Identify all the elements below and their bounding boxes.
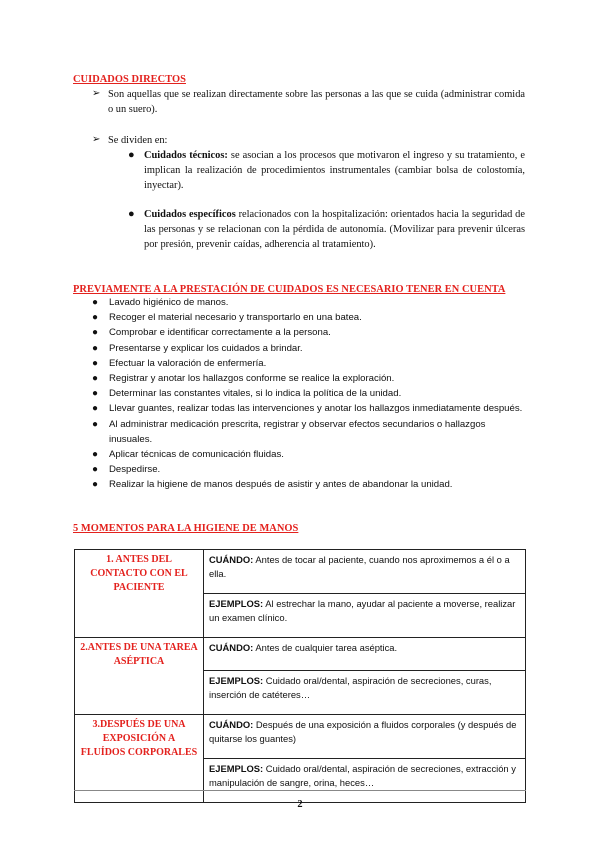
cuando-text: Después de una exposición a fluidos corporales (y después de quitarse los guantes) — [209, 719, 517, 744]
round-bullet-icon: ● — [92, 342, 99, 354]
list-item-text: Comprobar e identificar correctamente a la persona. — [109, 327, 331, 339]
round-bullet-icon: ● — [128, 208, 135, 220]
list-item-text: Llevar guantes, realizar todas las intervenciones y anotar los hallazgos inmediatamente después. — [109, 403, 523, 415]
round-bullet-icon: ● — [92, 297, 99, 308]
table-row — [75, 715, 526, 759]
round-bullet-icon: ● — [92, 463, 99, 475]
list-item-text: Al administrar medicación prescrita, registrar y observar efectos secundarios o hallazgos inusuales. — [109, 418, 486, 445]
ejemplos-label: EJEMPLOS: — [209, 763, 264, 774]
ejemplos-label: EJEMPLOS: — [209, 675, 264, 686]
list-item — [92, 477, 528, 492]
cuando-label: CUÁNDO: — [209, 554, 254, 565]
arrow-bullet-icon: ➢ — [92, 88, 101, 99]
arrow-point-1 — [92, 87, 525, 117]
sub-item-text — [144, 207, 525, 252]
list-item — [92, 356, 528, 371]
list-item — [92, 310, 528, 325]
ejemplos-text: Cuidado oral/dental, aspiración de secreciones, curas, inserción de catéteres… — [209, 675, 492, 700]
sub-item-label: Cuidados específicos — [144, 209, 236, 220]
arrow-bullet-icon: ➢ — [92, 134, 101, 145]
list-item — [92, 417, 528, 447]
cuando-cell — [204, 638, 526, 671]
table-row — [75, 638, 526, 671]
point-text: Se dividen en: — [108, 135, 168, 146]
round-bullet-icon: ● — [92, 327, 99, 339]
round-bullet-icon: ● — [92, 479, 99, 491]
heading-5-momentos: 5 MOMENTOS PARA LA HIGIENE DE MANOS — [73, 523, 299, 534]
list-item — [92, 386, 528, 401]
hand-hygiene-table — [74, 549, 526, 803]
ejemplos-text: Cuidado oral/dental, aspiración de secreciones, extracción y manipulación de sangre, orina, heces… — [209, 763, 516, 788]
page-number: 2 — [297, 799, 303, 810]
round-bullet-icon: ● — [92, 418, 99, 430]
cuando-cell — [204, 715, 526, 759]
cuando-label: CUÁNDO: — [209, 642, 254, 653]
moment-title-text: 2.ANTES DE UNA TAREA ASÉPTICA — [80, 642, 198, 667]
list-item-text: Despedirse. — [109, 463, 161, 475]
list-item — [92, 325, 528, 340]
moment-title — [75, 638, 204, 715]
table-row — [75, 550, 526, 594]
heading-cuidados-directos: CUIDADOS DIRECTOS — [73, 74, 186, 85]
list-item-text: Realizar la higiene de manos después de asistir y antes de abandonar la unidad. — [109, 479, 453, 491]
cuando-cell — [204, 550, 526, 594]
sub-item-body: se asocian a los procesos que motivaron el ingreso y su tratamiento, e implican la realización de procedimientos instrumentales (cambiar bolsa de colostomía, inyectar). — [144, 150, 525, 192]
arrow-point-2 — [92, 133, 525, 148]
round-bullet-icon: ● — [92, 357, 99, 369]
cuando-text: Antes de tocar al paciente, cuando nos aproximemos a él o a ella. — [209, 554, 510, 579]
ejemplos-label: EJEMPLOS: — [209, 598, 264, 609]
list-item — [92, 447, 528, 462]
list-item-text: Lavado higiénico de manos. — [109, 297, 229, 308]
round-bullet-icon: ● — [92, 372, 99, 384]
heading-previamente: PREVIAMENTE A LA PRESTACIÓN DE CUIDADOS ES NECESARIO TENER EN CUENTA — [73, 284, 506, 295]
sub-item-body: relacionados con la hospitalización: orientados hacia la seguridad de las personas y se relacionan con la pérdida de autonomía. (Movilizar para prevenir úlceras por presión, prevenir caídas, adherencia al tratamiento). — [144, 209, 525, 251]
list-item-text: Aplicar técnicas de comunicación fluidas. — [109, 448, 284, 460]
sub-item-cuidados-especificos — [128, 207, 525, 252]
list-item — [92, 341, 528, 356]
footer-divider — [74, 790, 526, 791]
round-bullet-icon: ● — [128, 149, 135, 161]
list-item-text: Presentarse y explicar los cuidados a brindar. — [109, 342, 303, 354]
sub-item-label: Cuidados técnicos: — [144, 150, 228, 161]
sub-item-cuidados-tecnicos — [128, 148, 525, 193]
moment-title — [75, 550, 204, 638]
list-item-text: Recoger el material necesario y transportarlo en una batea. — [109, 312, 362, 324]
list-item — [92, 401, 528, 416]
cuando-label: CUÁNDO: — [209, 719, 254, 730]
preparation-list — [92, 295, 528, 492]
list-item-text: Determinar las constantes vitales, si lo indica la política de la unidad. — [109, 388, 402, 400]
sub-item-text — [144, 148, 525, 193]
ejemplos-cell — [204, 594, 526, 638]
ejemplos-cell — [204, 759, 526, 803]
cuando-text: Antes de cualquier tarea aséptica. — [253, 642, 398, 653]
round-bullet-icon: ● — [92, 388, 99, 400]
moment-title-text: 3.DESPUÉS DE UNA EXPOSICIÓN A FLUÍDOS CORPORALES — [80, 719, 198, 758]
round-bullet-icon: ● — [92, 448, 99, 460]
round-bullet-icon: ● — [92, 403, 99, 415]
moment-title-text: 1. ANTES DEL CONTACTO CON EL PACIENTE — [90, 554, 188, 593]
list-item-text: Efectuar la valoración de enfermería. — [109, 357, 267, 369]
round-bullet-icon: ● — [92, 312, 99, 324]
list-item — [92, 295, 528, 310]
list-item-text: Registrar y anotar los hallazgos conforme se realice la exploración. — [109, 372, 395, 384]
ejemplos-cell — [204, 671, 526, 715]
list-item — [92, 462, 528, 477]
ejemplos-text: Al estrechar la mano, ayudar al paciente a moverse, realizar un examen clínico. — [209, 598, 516, 623]
point-text: Son aquellas que se realizan directamente sobre las personas a las que se cuida (administrar comida o un suero). — [108, 89, 525, 116]
list-item — [92, 371, 528, 386]
